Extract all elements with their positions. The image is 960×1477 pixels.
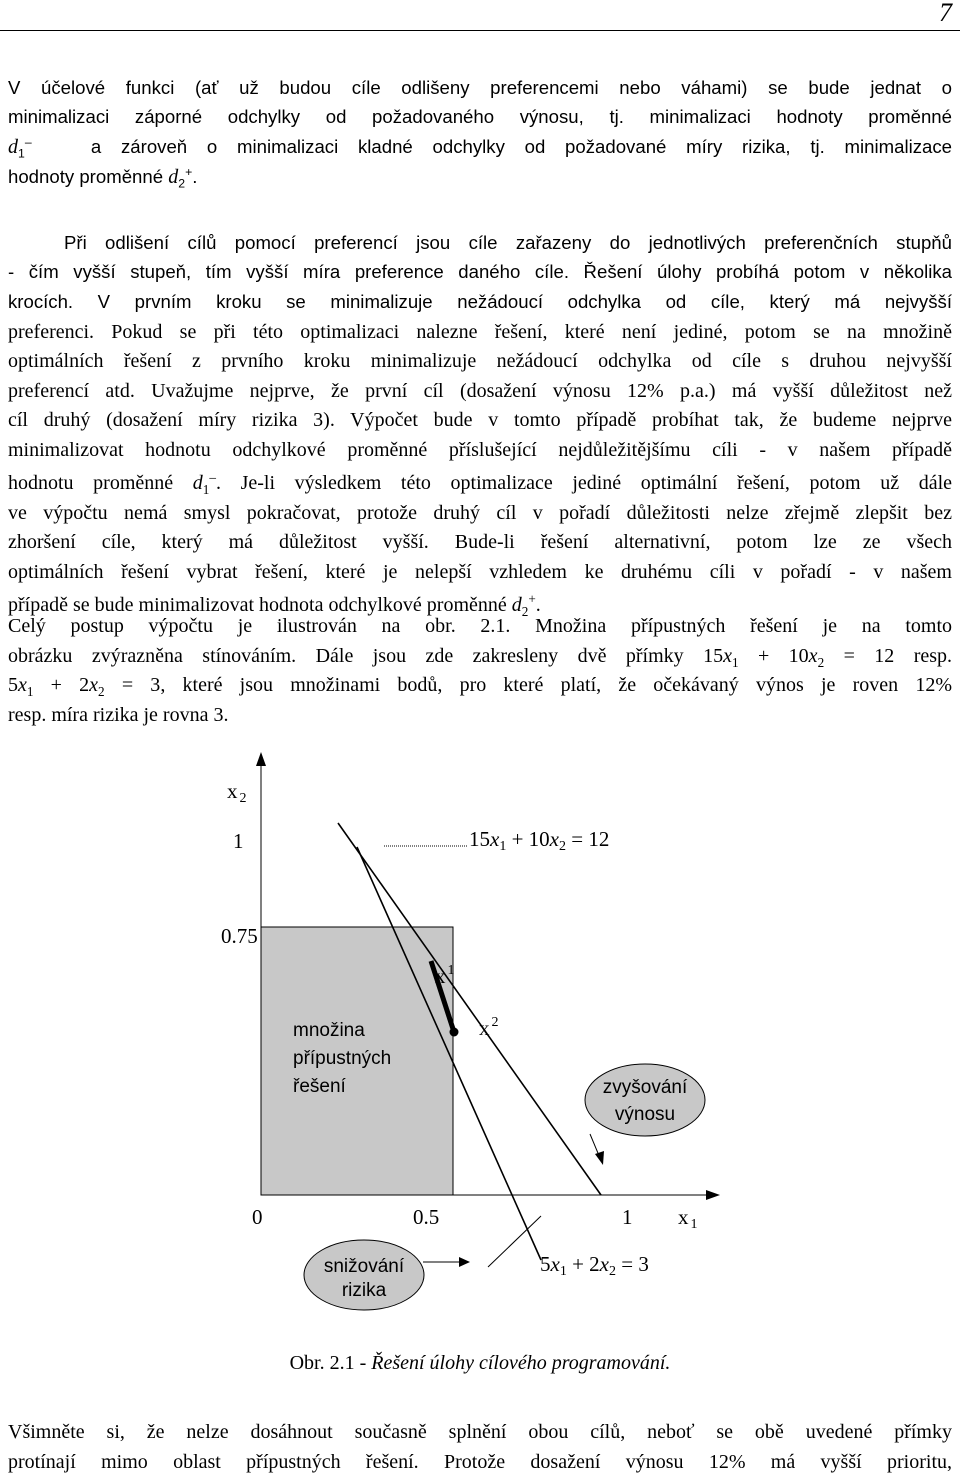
y-axis-arrow [256,752,266,766]
text-line: optimálních řešení z prvního kroku minimalizuje nežádoucí odchylka od cíle s druhou nejvyšší [8,347,952,377]
text-line: Celý postup výpočtu je ilustrován na obr. 2.1. Množina přípustných řešení je na tomto [8,612,952,642]
x-axis-arrow [706,1190,720,1200]
text-line: protínají mimo oblast přípustných řešení. Protože dosažení výnosu 12% má vyšší prioritu, [8,1448,952,1477]
text-line: minimalizaci záporné odchylky od požadovaného výnosu, tj. minimalizaci hodnoty proměnné [8,102,952,131]
x-tick-0: 0 [252,1205,263,1229]
text-line: minimalizovat hodnotu odchylkové proměnné příslušející nejdůležitějšímu cíli - v našem případě [8,436,952,466]
arrow-increase-return-head [595,1151,604,1165]
y-tick-075: 0.75 [221,924,258,948]
x-axis-label: x 1 [678,1205,698,1232]
text-line: $d_1^-$ a zároveň o minimalizaci kladné odchylky od požadované míry rizika, tj. minimalizace [8,132,952,162]
text-line: preferenci. Pokud se při této optimalizaci nalezne řešení, které není jediné, potom se na množině [8,318,952,348]
arrow-decrease-risk-head [459,1257,470,1267]
decrease-risk-label-line: snižování [324,1256,405,1277]
text-line: - čím vyšší stupeň, tím vyšší míra preference daného cíle. Řešení úlohy probíhá potom v několika [8,257,952,286]
text-line: obrázku zvýrazněna stínováním. Dále jsou zde zakresleny dvě přímky $15x_1 + 10x_2 = 12$ resp. [8,642,952,672]
text-line: preferencí atd. Uvažujme nejprve, že první cíl (dosažení výnosu 12% p.a.) má vyšší důležitost než [8,377,952,407]
region-label-line: množina [293,1020,365,1041]
text-line: cíl druhý (dosažení míry rizika 3). Výpočet bude v tomto případě probíhat tak, že budeme nejprve [8,406,952,436]
x-tick-05: 0.5 [413,1205,439,1229]
text-line: hodnoty proměnné $d_2^+$. [8,162,952,192]
point-x2-label: x $^2$ [479,1015,499,1040]
decrease-risk-label-line: rizika [342,1280,387,1301]
region-label-line: řešení [293,1076,347,1097]
point-x1-label: x $^1$ [435,963,455,988]
y-tick-1: 1 [233,829,244,853]
text-line: zhoršení cíle, který má důležitost vyšší. Bude-li řešení alternativní, potom lze ze všech [8,528,952,558]
ellipse-increase-return [585,1064,705,1136]
text-line: krocích. V prvním kroku se minimalizuje nežádoucí odchylka od cíle, který má nejvyšší [8,287,952,316]
line2-label: 5x1 + 2x2 = 3 [540,1252,649,1279]
page-number: 7 [939,0,952,28]
text-line: Při odlišení cílů pomocí preferencí jsou cíle zařazeny do jednotlivých preferenčních stupňů [8,228,952,257]
x-tick-1: 1 [622,1205,633,1229]
text-line: Všimněte si, že nelze dosáhnout současně splnění obou cílů, neboť se obě uvedené přímky [8,1418,952,1448]
y-axis-label: x 2 [227,779,247,806]
text-line: resp. míra rizika je rovna 3. [8,701,952,731]
text-line: případě se bude minimalizovat hodnota odchylkové proměnné $d_2^+$. [8,591,952,621]
text-line: $5x_1 + 2x_2 = 3$, které jsou množinami bodů, pro které platí, že očekávaný výnos je roven 12% [8,671,952,701]
point-x2 [450,1028,459,1037]
text-line: hodnotu proměnné $d_1^-$. Je-li výsledkem této optimalizace jediné optimální řešení, potom už dále [8,469,952,499]
text-line: ve výpočtu nemá smysl pokračovat, protože druhý cíl v pořadí důležitosti nelze zřejmě zlepšit bez [8,499,952,529]
increase-return-label-line: výnosu [615,1104,675,1125]
increase-return-label-line: zvyšování [603,1077,688,1098]
line1-label: 15x1 + 10x2 = 12 [469,827,609,854]
paragraph-observation [8,1418,952,1477]
text-line: optimálních řešení vybrat řešení, které je nelepší vzhledem ke druhému cíli v pořadí - v našem [8,558,952,588]
text-line: V účelové funkci (ať už budou cíle odlišeny preferencemi nebo váhami) se bude jednat o [8,73,952,102]
figure-caption: Obr. 2.1 - Řešení úlohy cílového programování. [0,1352,960,1375]
region-label-line: přípustných [293,1048,391,1069]
